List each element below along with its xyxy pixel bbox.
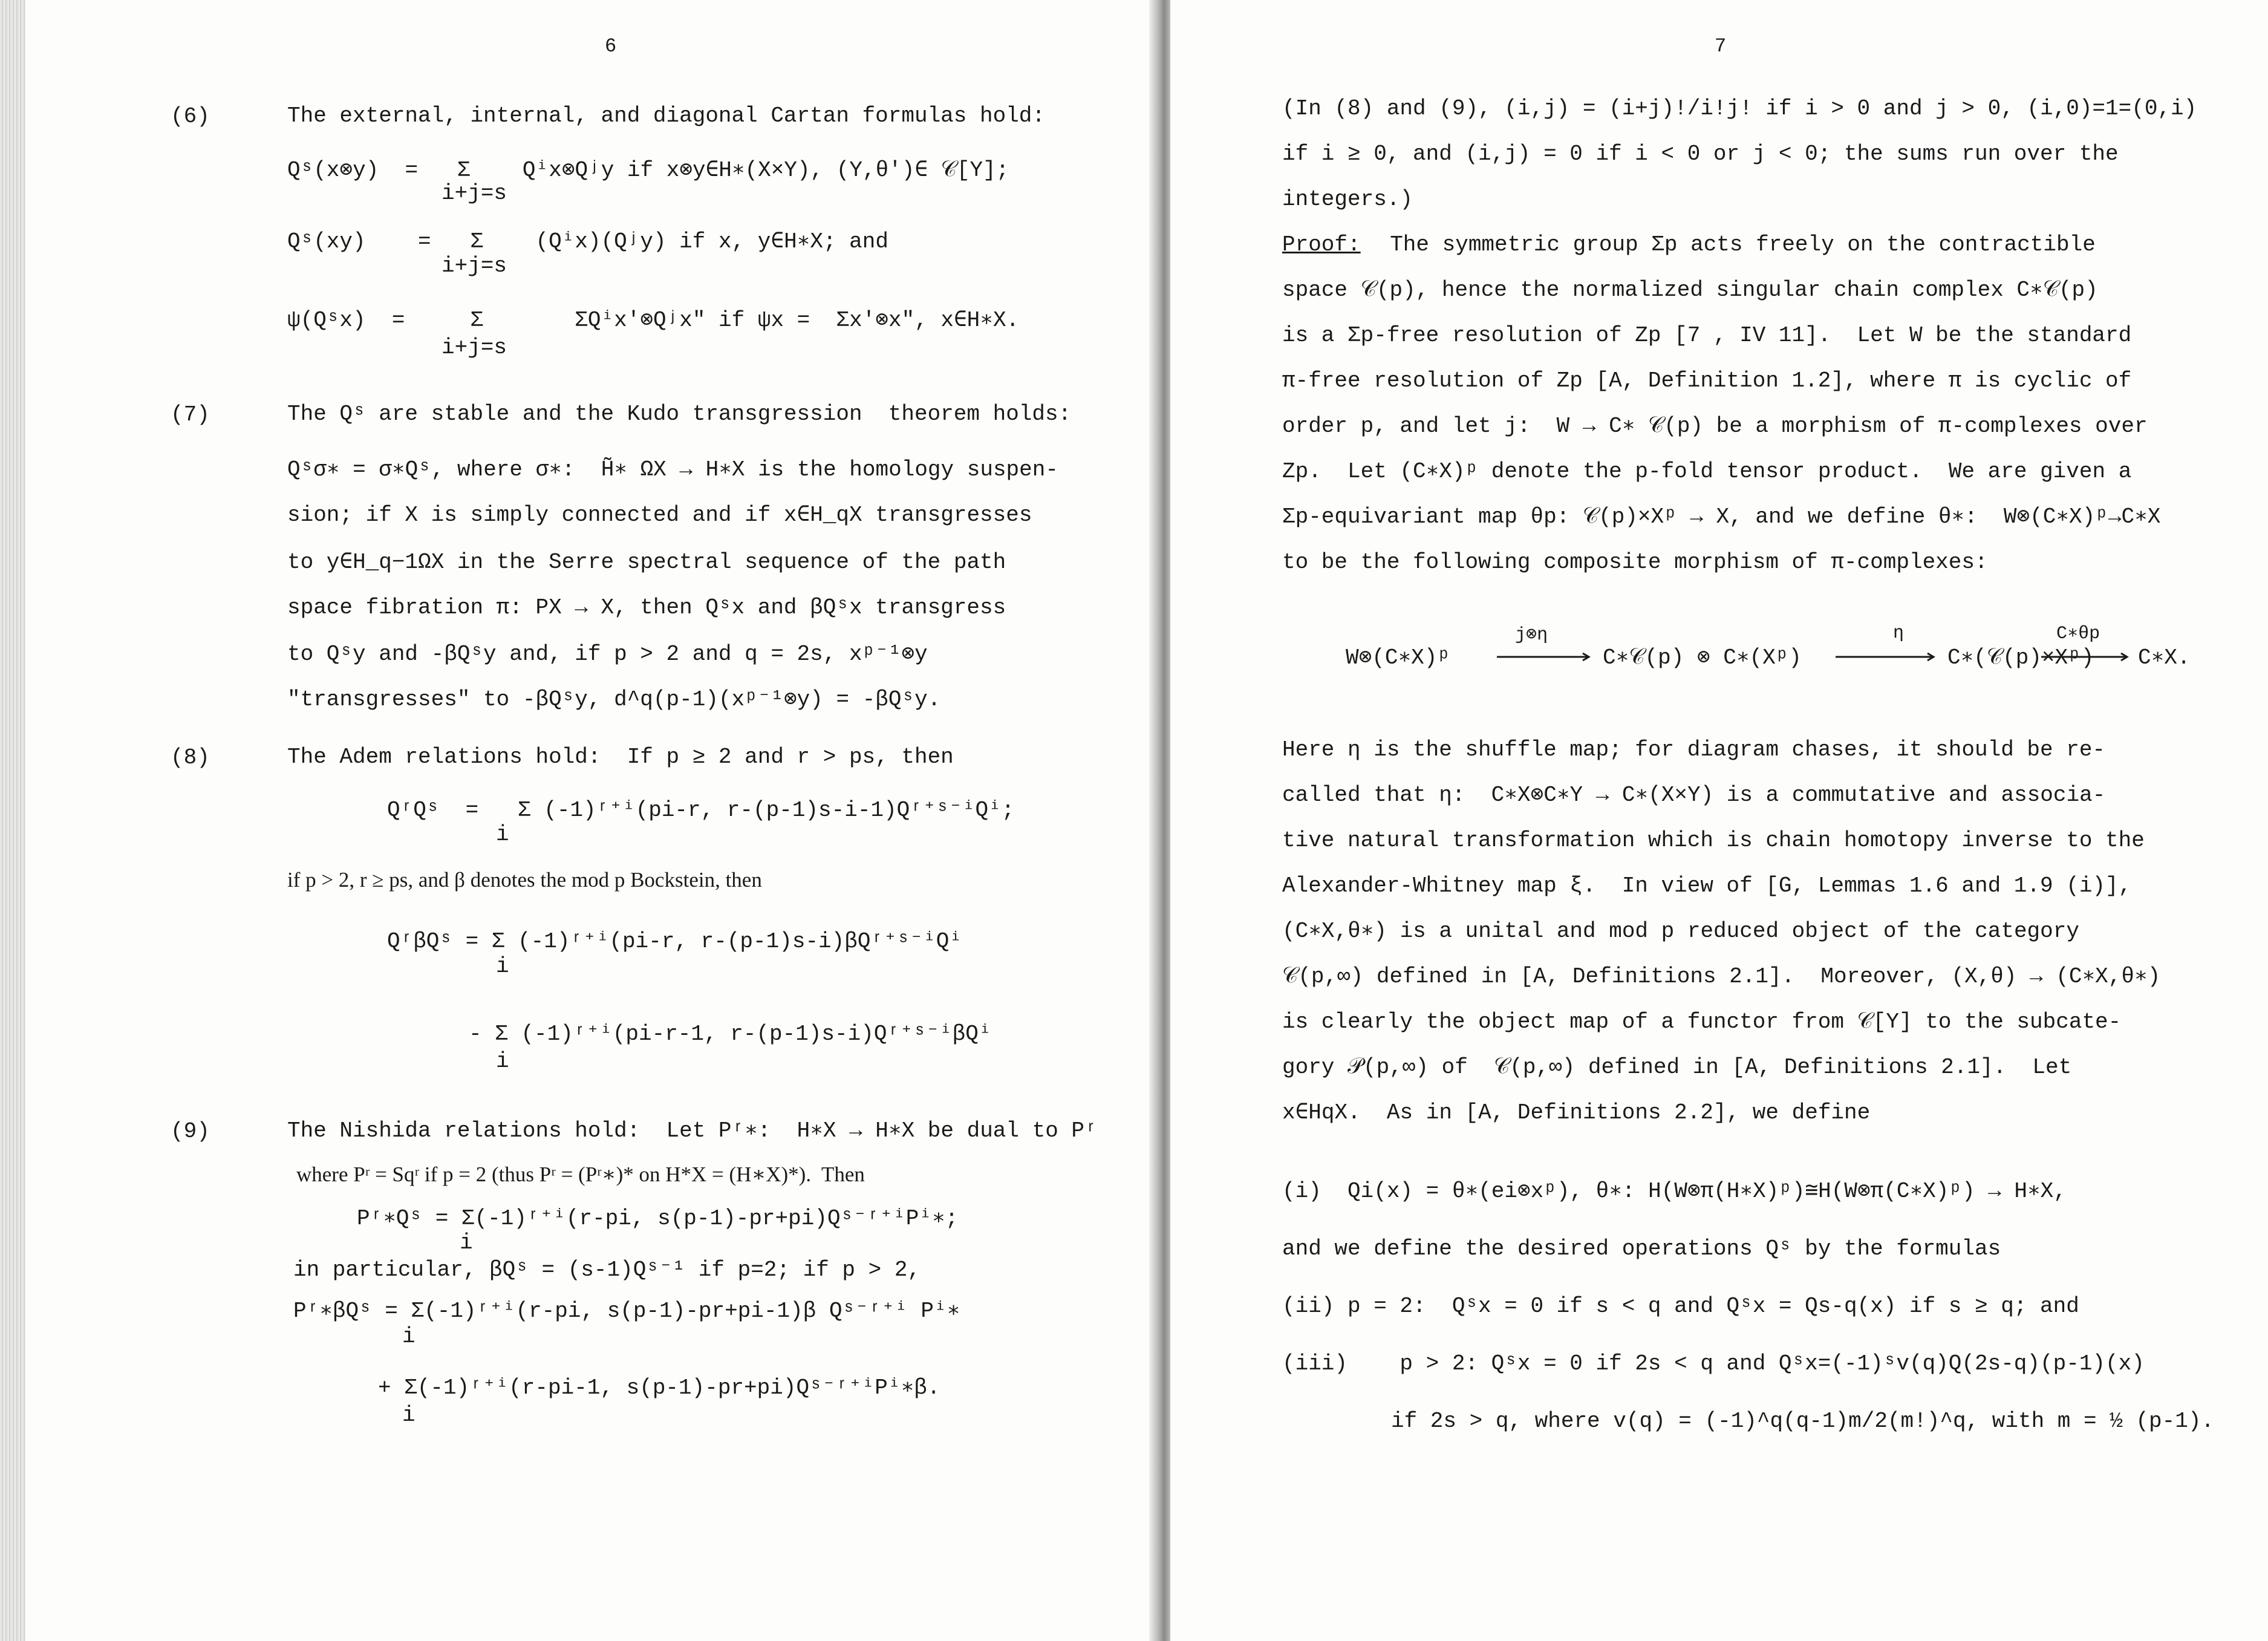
- paragraph3-line-5: (C∗X,θ∗) is a unital and mod p reduced object of the category: [1282, 919, 2079, 944]
- item8-line-1: The Adem relations hold: If p ≥ 2 and r > ps, then: [287, 745, 954, 769]
- item9-formula-2: Pʳ∗βQˢ = Σ(-1)ʳ⁺ⁱ(r-pi, s(p-1)-pr+pi-1)β Qˢ⁻ʳ⁺ⁱ Pⁱ∗: [293, 1299, 960, 1323]
- item8-formula-2: QʳβQˢ = Σ (-1)ʳ⁺ⁱ(pi-r, r-(p-1)s-i)βQʳ⁺ˢ⁻ⁱQⁱ: [387, 929, 962, 954]
- composite-mid2: C∗(𝒞(p)×Xᵖ): [1947, 645, 2094, 670]
- paragraph1-line-3: integers.): [1282, 187, 1413, 212]
- proof-label: Proof:: [1282, 232, 1361, 257]
- item6-formula-2: Qˢ(xy) = Σ (Qⁱx)(Qʲy) if x, y∈H∗X; and: [287, 229, 888, 254]
- composite-arrow1-label: j⊗η: [1515, 625, 1548, 645]
- item6-formula-3-index: i+j=s: [442, 335, 507, 360]
- paragraph1-line-2: if i ≥ 0, and (i,j) = 0 if i < 0 or j < 0; the sums run over the: [1282, 142, 2119, 166]
- paragraph2-line-1: The symmetric group Σp acts freely on the contractible: [1364, 232, 2096, 257]
- paragraph2-line-5: order p, and let j: W → C∗ 𝒞(p) be a morphism of π-complexes over: [1282, 414, 2148, 439]
- paragraph1-line-1: (In (8) and (9), (i,j) = (i+j)!/i!j! if i > 0 and j > 0, (i,0)=1=(0,i): [1282, 96, 2197, 121]
- item8-formula-3: - Σ (-1)ʳ⁺ⁱ(pi-r-1, r-(p-1)s-i)Qʳ⁺ˢ⁻ⁱβQⁱ: [469, 1022, 992, 1046]
- item-number-9: (9): [171, 1119, 210, 1144]
- item7-line-5: space fibration π: PX → X, then Qˢx and βQˢx transgress: [287, 595, 1006, 620]
- page-number-left: 6: [605, 35, 617, 57]
- item6-formula-2-index: i+j=s: [442, 253, 507, 278]
- paragraph3-line-7: is clearly the object map of a functor from 𝒞[Υ] to the subcate-: [1282, 1010, 2122, 1034]
- composite-arrow2: [1836, 652, 1938, 662]
- paragraph3-line-4: Alexander-Whitney map ξ. In view of [G, Lemmas 1.6 and 1.9 (i)],: [1282, 873, 2132, 898]
- item9-line-2: where Pʳ = Sqʳ if p = 2 (thus Pʳ = (Pʳ∗)* on H*X = (H∗X)*). Then: [296, 1163, 865, 1186]
- paragraph2-line-7: Σp-equivariant map θp: 𝒞(p)×Xᵖ → X, and we define θ∗: W⊗(C∗X)ᵖ→C∗X: [1282, 504, 2161, 529]
- paragraph3-line-9: x∈HqX. As in [A, Definitions 2.2], we define: [1282, 1100, 1871, 1125]
- paragraph2-line-6: Zp. Let (C∗X)ᵖ denote the p-fold tensor product. We are given a: [1282, 459, 2132, 484]
- item9-formula-2-index: i: [402, 1324, 415, 1349]
- item7-line-2: Qˢσ∗ = σ∗Qˢ, where σ∗: H̃∗ ΩX → H∗X is the homology suspen-: [287, 457, 1058, 482]
- paragraph3-line-6: 𝒞(p,∞) defined in [A, Definitions 2.1]. Moreover, (X,θ) → (C∗X,θ∗): [1282, 964, 2161, 989]
- definition-i: (i) Qi(x) = θ∗(ei⊗xᵖ), θ∗: H(W⊗π(H∗X)ᵖ)≅H(W⊗π(C∗X)ᵖ) → H∗X,: [1282, 1179, 2067, 1204]
- paragraph3-line-1: Here η is the shuffle map; for diagram chases, it should be re-: [1282, 737, 2106, 762]
- item7-line-7: "transgresses" to -βQˢy, d^q(p-1)(xᵖ⁻¹⊗y) = -βQˢy.: [287, 687, 941, 712]
- item6-formula-1-index: i+j=s: [442, 181, 507, 206]
- paragraph3-line-3: tive natural transformation which is chain homotopy inverse to the: [1282, 828, 2145, 853]
- page-number-right: 7: [1715, 35, 1727, 57]
- item9-formula-3: + Σ(-1)ʳ⁺ⁱ(r-pi-1, s(p-1)-pr+pi)Qˢ⁻ʳ⁺ⁱPⁱ∗β.: [378, 1375, 940, 1400]
- item7-line-1: The Qˢ are stable and the Kudo transgression theorem holds:: [287, 402, 1072, 426]
- composite-arrow2-label: η: [1893, 623, 1905, 644]
- right-page: [1170, 0, 2268, 1641]
- item-number-6: (6): [171, 104, 210, 129]
- paragraph2-line-4: π-free resolution of Zp [A, Definition 1.2], where π is cyclic of: [1282, 368, 2132, 393]
- paragraph2-line-2: space 𝒞(p), hence the normalized singular chain complex C∗𝒞(p): [1282, 278, 2098, 302]
- page-edge-decoration: [0, 0, 25, 1641]
- item6-formula-3: ψ(Qˢx) = Σ ΣQⁱx'⊗Qʲx" if ψx = Σx'⊗x", x∈H∗X.: [287, 308, 1020, 333]
- definition-iii: (iii) p > 2: Qˢx = 0 if 2s < q and Qˢx=(-1)ˢv(q)Q(2s-q)(p-1)(x): [1282, 1351, 2145, 1376]
- item7-line-3: sion; if X is simply connected and if x∈H_qX transgresses: [287, 503, 1032, 527]
- item7-line-4: to y∈H_q−1ΩX in the Serre spectral sequence of the path: [287, 550, 1006, 575]
- paragraph2-line-8: to be the following composite morphism of π-complexes:: [1282, 550, 1988, 575]
- composite-source: W⊗(C∗X)ᵖ: [1346, 645, 1450, 670]
- item9-formula-1-index: i: [460, 1230, 473, 1255]
- composite-target: C∗X.: [2138, 645, 2191, 670]
- composite-arrow3: [2041, 652, 2132, 662]
- paragraph2-line-3: is a Σp-free resolution of Zp [7 , IV 11]. Let W be the standard: [1282, 323, 2132, 348]
- item7-line-6: to Qˢy and -βQˢy and, if p > 2 and q = 2s, xᵖ⁻¹⊗y: [287, 642, 928, 667]
- item9-line-3: in particular, βQˢ = (s-1)Qˢ⁻¹ if p=2; if p > 2,: [293, 1258, 921, 1282]
- item8-formula-1-index: i: [496, 822, 509, 847]
- composite-arrow3-label: C∗θp: [2056, 624, 2100, 644]
- item9-formula-1: Pʳ∗Qˢ = Σ(-1)ʳ⁺ⁱ(r-pi, s(p-1)-pr+pi)Qˢ⁻ʳ⁺ⁱPⁱ∗;: [357, 1206, 959, 1231]
- definition-text: and we define the desired operations Qˢ by the formulas: [1282, 1236, 2001, 1261]
- paragraph3-line-2: called that η: C∗X⊗C∗Y → C∗(X×Y) is a commutative and associa-: [1282, 783, 2106, 807]
- item6-formula-1: Qˢ(x⊗y) = Σ Qⁱx⊗Qʲy if x⊗y∈H∗(X×Y), (Y,θ')∈ 𝒞[Υ];: [287, 158, 1009, 183]
- definition-ii: (ii) p = 2: Qˢx = 0 if s < q and Qˢx = Qs-q(x) if s ≥ q; and: [1282, 1294, 2079, 1319]
- paragraph3-line-8: gory 𝒫(p,∞) of 𝒞(p,∞) defined in [A, Definitions 2.1]. Let: [1282, 1055, 2072, 1080]
- composite-mid1: C∗𝒞(p) ⊗ C∗(Xᵖ): [1603, 645, 1802, 670]
- item-number-8: (8): [171, 745, 210, 770]
- definition-iii-cont: if 2s > q, where v(q) = (-1)^q(q-1)m/2(m!)^q, with m = ½ (p-1).: [1391, 1409, 2215, 1434]
- composite-arrow1: [1497, 652, 1594, 662]
- item-number-7: (7): [171, 402, 210, 427]
- item8-formula-2-index: i: [496, 954, 509, 979]
- item8-formula-1: QʳQˢ = Σ (-1)ʳ⁺ⁱ(pi-r, r-(p-1)s-i-1)Qʳ⁺ˢ⁻ⁱQⁱ;: [387, 798, 1015, 823]
- item9-formula-3-index: i: [402, 1403, 415, 1427]
- item9-line-1: The Nishida relations hold: Let Pʳ∗: H∗X → H∗X be dual to Pʳ: [287, 1118, 1098, 1143]
- item8-line-2: if p > 2, r ≥ ps, and β denotes the mod p Bockstein, then: [287, 868, 762, 892]
- item6-line-1: The external, internal, and diagonal Cartan formulas hold:: [287, 103, 1046, 128]
- item8-formula-3-index: i: [496, 1049, 509, 1074]
